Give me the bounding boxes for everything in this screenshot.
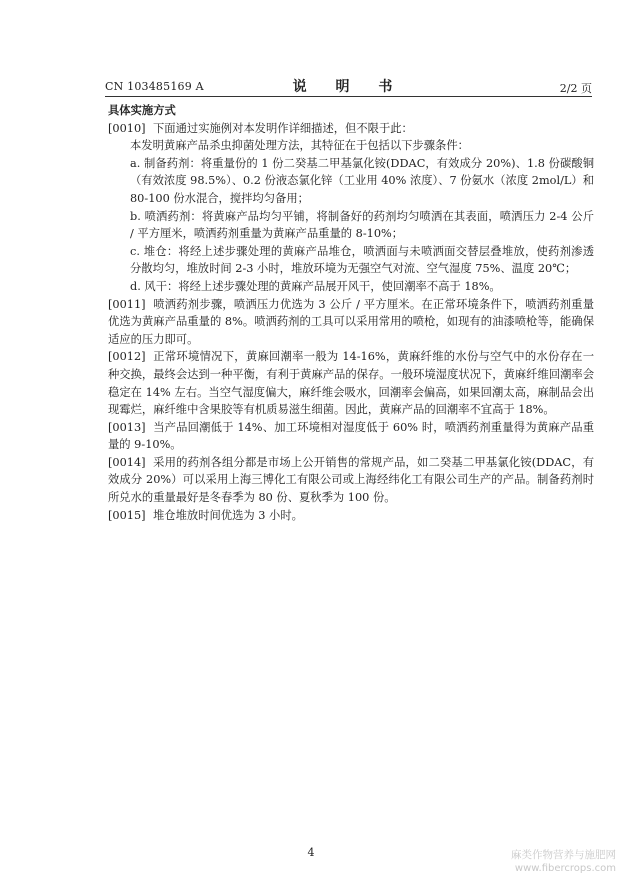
paragraph-number: [0014] (108, 455, 146, 469)
watermark-title: 麻类作物营养与施肥网 (511, 849, 616, 861)
step-a: a. 制备药剂：将重量份的 1 份二癸基二甲基氯化铵(DDAC，有效成分 20%)、1.8 份碳酸铜（有效浓度 98.5%）、0.2 份液态氯化锌（工业用 40% 浓度）、7 份氨水（浓度 2mol/L）和 80-100 份水混合，搅拌均匀备用； (130, 156, 594, 205)
paragraph-number: [0012] (108, 350, 146, 364)
paragraph-0012 (108, 348, 594, 418)
section-title: 具体实施方式 (108, 103, 176, 117)
page-title: 说 明 书 (292, 79, 405, 95)
watermark-url: www.fibercrops.com (514, 863, 616, 874)
paragraph-number: [0011] (108, 297, 146, 311)
site-watermark (511, 849, 616, 875)
paragraph-text: 堆仓堆放时间优选为 3 小时。 (153, 508, 303, 522)
doc-number: CN 103485169 A (105, 80, 204, 93)
paragraph-text: 当产品回潮低于 14%、加工环境相对湿度低于 60% 时，喷洒药剂重量得为黄麻产品重量的 9-10%。 (108, 420, 594, 452)
paragraph-text: 正常环境情况下，黄麻回潮率一般为 14-16%，黄麻纤维的水份与空气中的水份存在一种交换，最终会达到一种平衡，有利于黄麻产品的保存。一般环境湿度状况下，黄麻纤维回潮率会稳定在 14% 左右。当空气湿度偏大，麻纤维会吸水，回潮率会偏高，如果回潮太高，麻制品会出现霉烂，麻纤维中含果胶等有机质易滋生细菌。因此，黄麻产品的回潮率不宜高于 18%。 (108, 350, 594, 417)
paragraph-0015 (108, 507, 594, 525)
paragraph-0011 (108, 296, 594, 349)
paragraph-number: [0015] (108, 508, 146, 522)
step-d: d. 风干：将经上述步骤处理的黄麻产品展开风干，使回潮率不高于 18%。 (130, 279, 501, 293)
page-indicator: 2/2 页 (559, 82, 592, 95)
paragraph-text: 采用的药剂各组分都是市场上公开销售的常规产品，如二癸基二甲基氯化铵(DDAC，有效成分 20%）可以采用上海三博化工有限公司或上海经纬化工有限公司生产的产品。制备药剂时所兑水的重量最好是冬春季为 80 份、夏秋季为 100 份。 (108, 455, 594, 505)
paragraph-number: [0013] (108, 420, 146, 434)
paragraph-text: 下面通过实施例对本发明作详细描述，但不限于此： (153, 121, 413, 135)
paragraph-0013 (108, 419, 594, 454)
page-header (105, 78, 592, 97)
paragraph-number: [0010] (108, 121, 146, 135)
document-body (108, 102, 594, 524)
paragraph-text: 喷洒药剂步骤，喷洒压力优选为 3 公斤 / 平方厘米。在正常环境条件下，喷洒药剂重量优选为黄麻产品重量的 8%。喷洒药剂的工具可以采用常用的喷枪，如现有的油漆喷枪等，能确保适应的压力即可。 (108, 297, 594, 346)
paragraph-0014 (108, 454, 594, 507)
paragraph-0010 (108, 120, 594, 296)
step-b: b. 喷洒药剂：将黄麻产品均匀平铺，将制备好的药剂均匀喷洒在其表面，喷洒压力 2-4 公斤 / 平方厘米，喷洒药剂重量为黄麻产品重量的 8-10%； (130, 209, 594, 241)
step-c: c. 堆仓：将经上述步骤处理的黄麻产品堆仓，喷洒面与未喷洒面交替层叠堆放，使药剂渗透分散均匀，堆放时间 2-3 小时，堆放环境为无强空气对流、空气湿度 75%、温度 20℃； (130, 244, 594, 276)
page-number: 4 (307, 846, 315, 859)
paragraph-text: 本发明黄麻产品杀虫抑菌处理方法，其特征在于包括以下步骤条件： (130, 139, 469, 153)
